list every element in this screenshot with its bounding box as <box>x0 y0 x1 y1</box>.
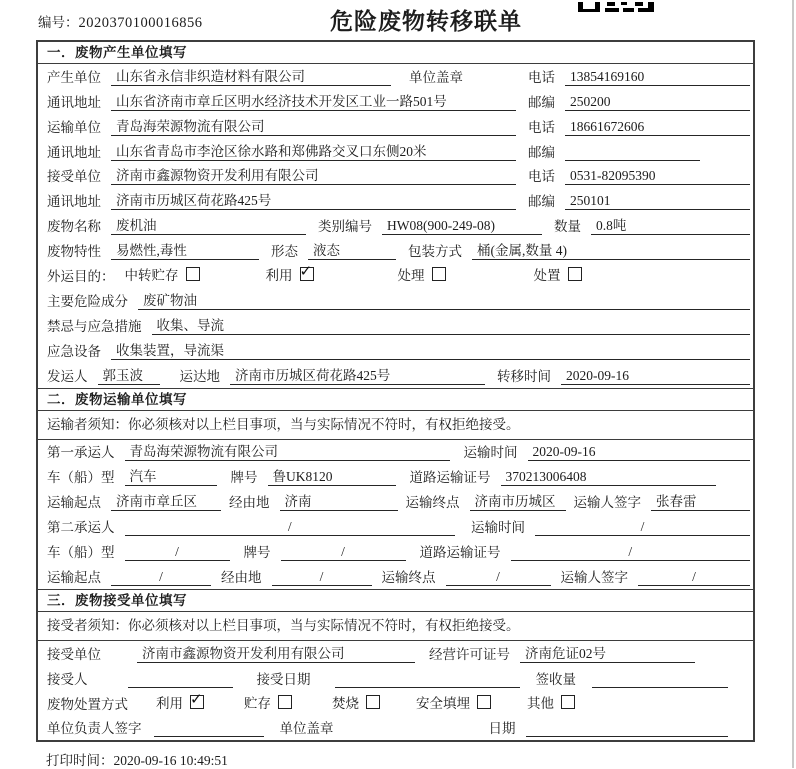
origin-2-value: / <box>111 567 211 586</box>
row-vehicle-1 <box>38 464 753 489</box>
origin-value: 济南市章丘区 <box>111 492 221 511</box>
accept-unit-label: 接受单位 <box>47 646 101 662</box>
disposal-method-label: 废物处置方式 <box>47 696 128 712</box>
section-producer <box>38 42 753 388</box>
quantity-label: 数量 <box>554 219 581 235</box>
producer-unit-label: 产生单位 <box>47 69 101 85</box>
accept-date-value <box>335 669 520 688</box>
transport-phone-label: 电话 <box>528 119 555 135</box>
waste-name-label: 废物名称 <box>47 219 101 235</box>
producer-phone-value: 13854169160 <box>565 67 750 86</box>
row-second-carrier <box>38 514 753 539</box>
row-route-1 <box>38 489 753 514</box>
checkbox-icon <box>432 267 446 281</box>
receiver-unit-value: 济南市鑫源物资开发利用有限公司 <box>111 166 516 185</box>
permit-number-label: 经营许可证号 <box>429 646 510 662</box>
road-license-2-label: 道路运输证号 <box>419 545 501 561</box>
quantity-value: 0.8吨 <box>591 216 750 235</box>
option-label: 贮存 <box>244 695 271 711</box>
second-carrier-value: / <box>125 517 456 536</box>
option-label: 利用 <box>156 695 183 711</box>
plate-number-2-value: / <box>281 542 406 561</box>
plate-number-label: 牌号 <box>230 470 258 486</box>
via-label: 经由地 <box>229 495 270 511</box>
receiver-zip-value: 250101 <box>565 191 750 210</box>
disposal-option-other <box>527 692 575 712</box>
checkbox-icon <box>278 695 292 709</box>
option-label: 利用 <box>265 268 293 284</box>
accept-date-label: 接受日期 <box>256 671 311 687</box>
terminus-2-value: / <box>446 567 551 586</box>
waste-character-label: 废物特性 <box>47 244 101 260</box>
transport-time-2-label: 运输时间 <box>471 520 525 536</box>
date-value <box>526 718 729 737</box>
receiver-phone-value: 0531-82095390 <box>565 166 750 185</box>
page-edge-line <box>792 0 794 768</box>
carrier-signature-label: 运输人签字 <box>573 495 641 511</box>
road-license-2-value: / <box>511 542 751 561</box>
row-receiver-address <box>38 188 753 213</box>
transport-phone-value: 18661672606 <box>565 117 750 136</box>
emergency-measures-value: 收集、导流 <box>152 316 751 335</box>
plate-number-2-label: 牌号 <box>243 545 271 561</box>
category-code-label: 类别编号 <box>318 219 372 235</box>
section-transport-title: 二．废物运输单位填写 <box>38 389 753 411</box>
transport-unit-value: 青岛海荣源物流有限公司 <box>111 117 516 136</box>
producer-zip-label: 邮编 <box>528 94 555 110</box>
section-receiver-title: 三．废物接受单位填写 <box>38 590 753 612</box>
emergency-measures-label: 禁忌与应急措施 <box>47 318 142 334</box>
row-receiver-unit <box>38 164 753 189</box>
transport-time-2-value: / <box>535 517 750 536</box>
plate-number-value: 鲁UK8120 <box>268 467 396 486</box>
via-2-label: 经由地 <box>221 569 262 585</box>
manifest-form <box>36 40 755 742</box>
head-signature-value <box>154 718 264 737</box>
transport-time-value: 2020-09-16 <box>528 442 751 461</box>
checkbox-icon <box>561 695 575 709</box>
purpose-option-utilize <box>266 264 314 284</box>
signed-quantity-value <box>592 669 728 688</box>
purpose-option-storage <box>125 264 200 284</box>
terminus-value: 济南市历城区 <box>470 492 566 511</box>
row-waste-name <box>38 213 753 238</box>
disposal-option-landfill <box>416 692 491 712</box>
purpose-option-dispose <box>534 264 582 284</box>
row-vehicle-2 <box>38 539 753 564</box>
form-state-value: 液态 <box>308 241 396 260</box>
checkbox-icon <box>186 267 200 281</box>
consignor-label: 发运人 <box>47 368 88 384</box>
transporter-notice: 运输者须知：你必须核对以上栏目事项，当与实际情况不符时，有权拒绝接受。 <box>38 411 753 440</box>
vehicle-type-label: 车（船）型 <box>47 470 115 486</box>
row-emergency-measures <box>38 313 753 338</box>
signed-quantity-label: 签收量 <box>535 671 576 687</box>
receiver-notice: 接受者须知：你必须核对以上栏目事项，当与实际情况不符时，有权拒绝接受。 <box>38 612 753 641</box>
disposal-option-utilize <box>156 692 204 712</box>
option-label: 处理 <box>397 268 425 284</box>
row-disposal-method <box>38 691 753 716</box>
via-2-value: / <box>272 567 372 586</box>
receiver-unit-label: 接受单位 <box>47 169 101 185</box>
row-first-carrier <box>38 440 753 465</box>
producer-unit-value: 山东省永信非织造材料有限公司 <box>111 67 391 86</box>
transfer-time-label: 转移时间 <box>497 368 551 384</box>
row-transport-address <box>38 139 753 164</box>
producer-zip-value: 250200 <box>565 92 750 111</box>
vehicle-type-value: 汽车 <box>125 467 217 486</box>
transport-zip-label: 邮编 <box>528 144 555 160</box>
packing-label: 包装方式 <box>408 244 462 260</box>
option-label: 处置 <box>533 268 561 284</box>
consignor-value: 郭玉波 <box>98 366 160 385</box>
section-producer-title: 一．废物产生单位填写 <box>38 42 753 64</box>
receiver-phone-label: 电话 <box>528 169 555 185</box>
road-license-value: 370213006408 <box>501 467 717 486</box>
disposal-option-store <box>244 692 292 712</box>
print-time <box>46 749 228 769</box>
serial-number <box>38 11 203 32</box>
transport-zip-value <box>565 142 700 161</box>
disposal-option-incinerate <box>332 692 380 712</box>
emergency-equipment-label: 应急设备 <box>47 343 101 359</box>
vehicle-type-2-label: 车（船）型 <box>47 545 115 561</box>
via-value: 济南 <box>280 492 398 511</box>
head-signature-label: 单位负责人签字 <box>47 721 142 737</box>
unit-seal-label: 单位盖章 <box>409 69 463 85</box>
row-producer-address <box>38 89 753 114</box>
page-title: 危险废物转移联单 <box>330 8 522 34</box>
transport-address-label: 通讯地址 <box>47 144 101 160</box>
print-time-value: 2020-09-16 10:49:51 <box>113 753 228 768</box>
road-license-label: 道路运输证号 <box>409 470 491 486</box>
accept-person-value <box>128 669 233 688</box>
checkbox-icon <box>568 267 582 281</box>
row-waste-character <box>38 238 753 263</box>
checkbox-icon <box>477 695 491 709</box>
row-producer-unit <box>38 64 753 89</box>
option-label: 焚烧 <box>332 695 359 711</box>
vehicle-type-2-value: / <box>125 542 230 561</box>
producer-address-label: 通讯地址 <box>47 94 101 110</box>
serial-value: 2020370100016856 <box>78 15 203 31</box>
row-accept-unit <box>38 641 753 666</box>
serial-label: 编号： <box>38 15 79 30</box>
transport-address-value: 山东省青岛市李沧区徐水路和郑佛路交叉口东侧20米 <box>111 142 516 161</box>
receiver-address-label: 通讯地址 <box>47 194 101 210</box>
transport-time-label: 运输时间 <box>463 445 518 461</box>
date-label: 日期 <box>488 721 516 737</box>
checkbox-icon <box>366 695 380 709</box>
row-consignor <box>38 363 753 388</box>
checkbox-icon <box>300 267 314 281</box>
option-label: 其他 <box>527 695 554 711</box>
packing-value: 桶(金属,数量 4) <box>472 241 750 260</box>
receiver-address-value: 济南市历城区荷花路425号 <box>111 191 516 210</box>
producer-phone-label: 电话 <box>528 69 555 85</box>
emergency-equipment-value: 收集装置，导流渠 <box>111 341 750 360</box>
hazard-component-value: 废矿物油 <box>138 291 750 310</box>
origin-2-label: 运输起点 <box>47 569 101 585</box>
carrier-signature-value: 张春雷 <box>651 492 750 511</box>
checkbox-icon <box>190 695 204 709</box>
permit-number-value: 济南危证02号 <box>520 644 695 663</box>
option-label: 中转贮存 <box>124 268 179 284</box>
row-emergency-equipment <box>38 338 753 363</box>
transfer-purpose-label: 外运目的： <box>47 269 115 285</box>
section-transport <box>38 388 753 589</box>
second-carrier-label: 第二承运人 <box>47 520 115 536</box>
row-route-2 <box>38 564 753 589</box>
unit-seal-2-label: 单位盖章 <box>279 721 334 737</box>
print-time-label: 打印时间： <box>46 753 114 768</box>
form-state-label: 形态 <box>271 244 298 260</box>
accept-unit-value: 济南市鑫源物资开发利用有限公司 <box>137 644 415 663</box>
waste-name-value: 废机油 <box>111 216 306 235</box>
row-transfer-purpose <box>38 263 753 288</box>
first-carrier-label: 第一承运人 <box>47 445 115 461</box>
transport-unit-label: 运输单位 <box>47 119 101 135</box>
row-accept-person <box>38 666 753 691</box>
carrier-signature-2-label: 运输人签字 <box>560 569 628 585</box>
transfer-time-value: 2020-09-16 <box>561 366 750 385</box>
destination-label: 运达地 <box>179 368 220 384</box>
producer-address-value: 山东省济南市章丘区明水经济技术开发区工业一路501号 <box>111 92 516 111</box>
carrier-signature-2-value: / <box>638 567 750 586</box>
qr-code-fragment <box>578 0 654 16</box>
accept-person-label: 接受人 <box>47 671 88 687</box>
row-head-signature <box>38 716 753 741</box>
section-receiver <box>38 589 753 741</box>
terminus-label: 运输终点 <box>405 495 460 511</box>
purpose-option-treat <box>398 264 446 284</box>
first-carrier-value: 青岛海荣源物流有限公司 <box>125 442 450 461</box>
hazard-component-label: 主要危险成分 <box>47 293 128 309</box>
waste-character-value: 易燃性,毒性 <box>111 241 259 260</box>
category-code-value: HW08(900-249-08) <box>382 216 542 235</box>
receiver-zip-label: 邮编 <box>528 194 555 210</box>
destination-value: 济南市历城区荷花路425号 <box>230 366 485 385</box>
terminus-2-label: 运输终点 <box>381 569 436 585</box>
row-hazard-component <box>38 288 753 313</box>
origin-label: 运输起点 <box>47 495 101 511</box>
option-label: 安全填埋 <box>416 695 470 711</box>
row-transport-unit <box>38 114 753 139</box>
